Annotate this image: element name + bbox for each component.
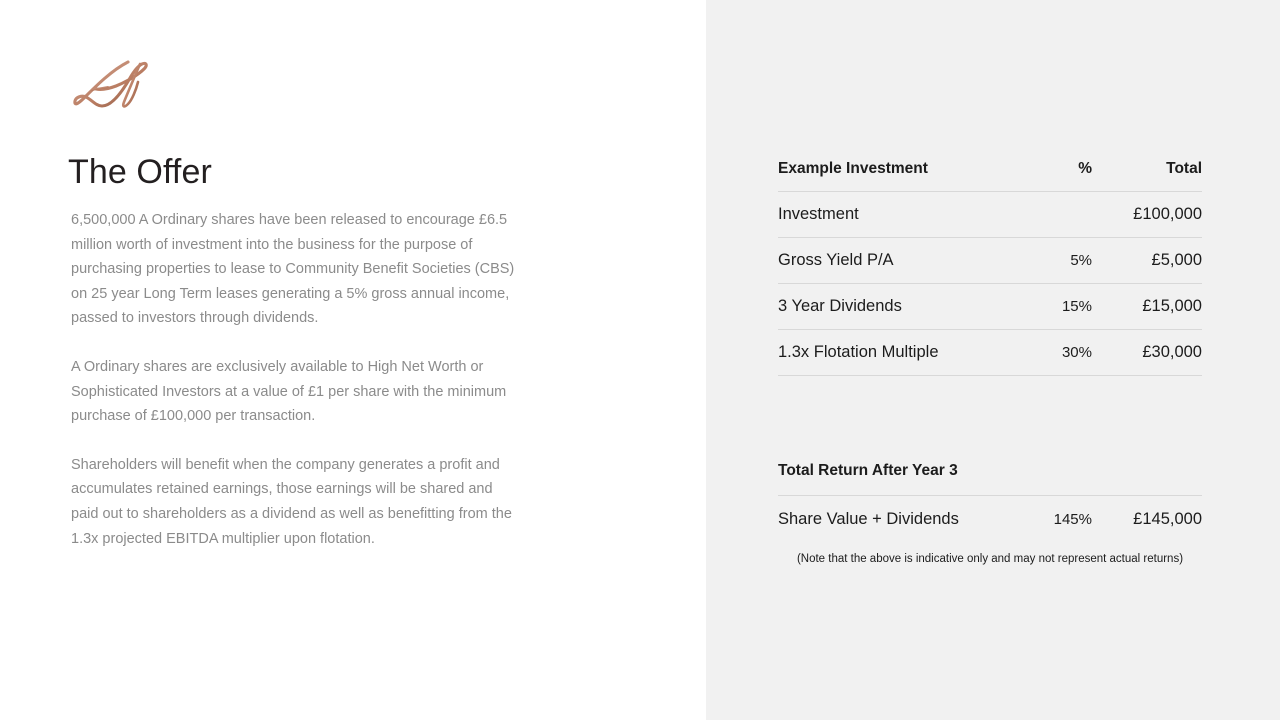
header-percent: % [1078,160,1092,177]
row-total: £5,000 [1151,251,1202,269]
table-footnote: (Note that the above is indicative only and may not represent actual returns) [796,553,1184,565]
row-percent: 15% [1061,298,1092,315]
paragraph-1: 6,500,000 A Ordinary shares have been released to encourage £6.5 million worth of investment into the business for the purpose of purchasing properties to lease to Community Benefit Societies (CBS) on 25 year Long Term leases generating a 5% gross annual income, passed to investors through dividends. [71,212,515,327]
table-row [778,284,1202,330]
right-pane [706,0,1280,720]
header-example-investment: Example Investment [778,160,928,177]
section-divider [778,495,1202,496]
monogram-a-logo-icon [68,56,164,112]
row-label: 3 Year Dividends [778,297,902,315]
total-return-row [778,510,1202,529]
investment-table [778,160,1202,376]
row-percent: 5% [1070,252,1092,269]
row-label: 1.3x Flotation Multiple [778,343,939,361]
row-percent [1000,192,1092,238]
table-header-row [778,160,1202,192]
body-copy [71,208,521,551]
page-title: The Offer [68,153,212,191]
table-row [778,330,1202,376]
row-label: Investment [778,205,859,223]
paragraph-2: A Ordinary shares are exclusively available to High Net Worth or Sophisticated Investors at a value of £1 per share with the minimum purchase of £100,000 per transaction. [71,358,507,425]
total-return-section-title: Total Return After Year 3 [778,462,958,479]
total-row-total: £145,000 [1133,510,1202,528]
table-row [778,192,1202,238]
header-total: Total [1166,160,1202,177]
total-row-label: Share Value + Dividends [778,510,959,528]
row-total: £100,000 [1133,205,1202,223]
row-total: £30,000 [1142,343,1202,361]
paragraph-3: Shareholders will benefit when the company generates a profit and accumulates retained earnings, those earnings will be shared and paid out to shareholders as a dividend as well as benefitting from the 1.3x projected EBITDA multiplier upon flotation. [71,456,512,547]
row-percent: 30% [1061,344,1092,361]
table-row [778,238,1202,284]
total-row-percent: 145% [1053,511,1092,528]
row-total: £15,000 [1142,297,1202,315]
row-label: Gross Yield P/A [778,251,894,269]
